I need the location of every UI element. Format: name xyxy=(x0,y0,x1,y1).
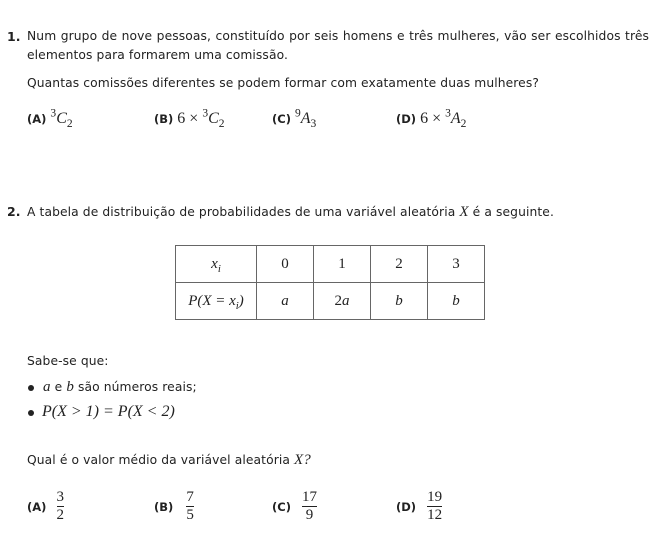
q1-option-d[interactable]: (D) $6 \times ^3A_2$ xyxy=(396,107,467,131)
table-header-prob: $P(X = x_i)$ xyxy=(176,283,257,320)
table-cell: 1 xyxy=(314,246,371,283)
q1-number: 1. xyxy=(7,29,21,44)
q2-option-b[interactable]: (B) $\frac{7}{5}$ xyxy=(154,489,194,523)
bullet-icon xyxy=(28,385,34,391)
q2-know-label: Sabe-se que: xyxy=(27,354,109,368)
q1-option-b[interactable]: (B) $6 \times ^3C_2$ xyxy=(154,107,225,131)
q2-intro-var: X xyxy=(459,204,469,220)
table-cell: 2 xyxy=(371,246,428,283)
probability-table xyxy=(175,245,485,320)
q1-text-line2: elementos para formarem uma comissão. xyxy=(27,48,288,62)
q2-question: Qual é o valor médio da variável aleatória X? xyxy=(27,452,311,468)
table-cell: 0 xyxy=(257,246,314,283)
q2-bullet2: P(X > 1) = P(X < 2) xyxy=(42,403,175,420)
table-cell: b xyxy=(371,283,428,320)
table-row-prob xyxy=(176,283,485,320)
table-cell: b xyxy=(428,283,485,320)
table-cell: 2a xyxy=(314,283,371,320)
q1-text-line1: Num grupo de nove pessoas, constituído por seis homens e três mulheres, vão ser escolhidos três xyxy=(27,29,649,43)
q1-question: Quantas comissões diferentes se podem formar com exatamente duas mulheres? xyxy=(27,76,539,90)
q2-option-d[interactable]: (D) $\frac{19}{12}$ xyxy=(396,489,443,523)
q2-option-c[interactable]: (C) $\frac{17}{9}$ xyxy=(272,489,318,523)
q1-option-a[interactable]: (A) $^3C_2$ xyxy=(27,107,73,131)
table-header-xi: $x_i$ xyxy=(176,246,257,283)
q1-option-c[interactable]: (C) $^9A_3$ xyxy=(272,107,317,131)
q2-number: 2. xyxy=(7,204,21,219)
bullet-icon xyxy=(28,410,34,416)
table-row-xi xyxy=(176,246,485,283)
table-cell: a xyxy=(257,283,314,320)
table-cell: 3 xyxy=(428,246,485,283)
q2-intro: A tabela de distribuição de probabilidades de uma variável aleatória X é a seguinte. xyxy=(27,204,554,220)
q2-bullet1: a e b são números reais; xyxy=(43,379,197,395)
q2-option-a[interactable]: (A) $\frac{3}{2}$ xyxy=(27,489,65,523)
